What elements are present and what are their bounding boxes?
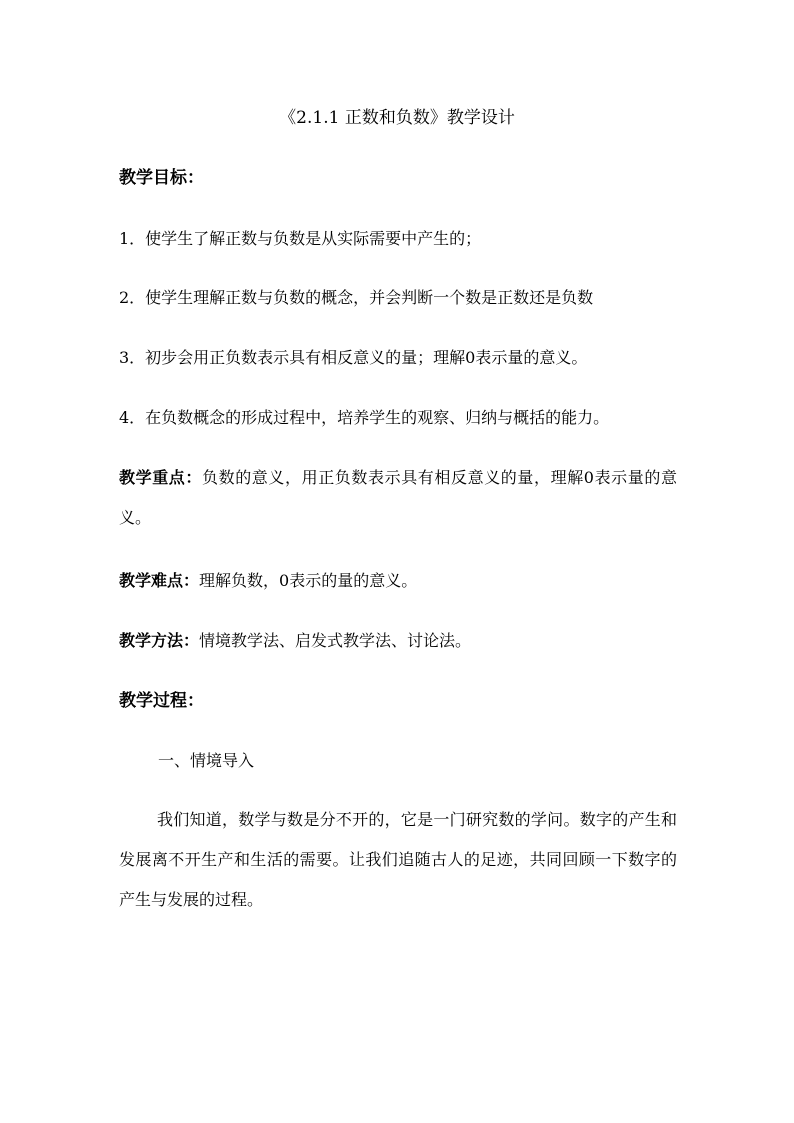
method-label: 教学方法： (119, 631, 200, 650)
objective-item-3: 3．初步会用正负数表示具有相反意义的量；理解0表示量的意义。 (119, 348, 588, 367)
objective-item-1: 1．使学生了解正数与负数是从实际需要中产生的； (119, 229, 482, 248)
objective-item-2: 2．使学生理解正数与负数的概念，并会判断一个数是正数还是负数 (119, 288, 594, 307)
difficulty-paragraph (119, 570, 679, 592)
objectives-heading: 教学目标： (119, 168, 204, 188)
document-title: 《2.1.1 正数和负数》教学设计 (279, 108, 515, 128)
section-1-paragraph: 我们知道，数学与数是分不开的，它是一门研究数的学问。数字的产生和发展离不开生产和生活的需要。让我们追随古人的足迹，共同回顾一下数字的产生与发展的过程。 (119, 810, 677, 909)
key-point-text: 负数的意义，用正负数表示具有相反意义的量，理解0表示量的意义。 (119, 468, 677, 527)
key-point-paragraph (119, 458, 677, 538)
key-point-label: 教学重点： (119, 468, 202, 487)
difficulty-label: 教学难点： (119, 571, 200, 590)
method-paragraph (119, 630, 679, 652)
objective-item-4: 4．在负数概念的形成过程中，培养学生的观察、归纳与概括的能力。 (119, 408, 610, 427)
section-1-title: 一、情境导入 (158, 751, 255, 770)
process-heading: 教学过程： (119, 691, 204, 711)
difficulty-text: 理解负数，0表示的量的意义。 (199, 571, 418, 590)
method-text: 情境教学法、启发式教学法、讨论法。 (199, 631, 472, 650)
